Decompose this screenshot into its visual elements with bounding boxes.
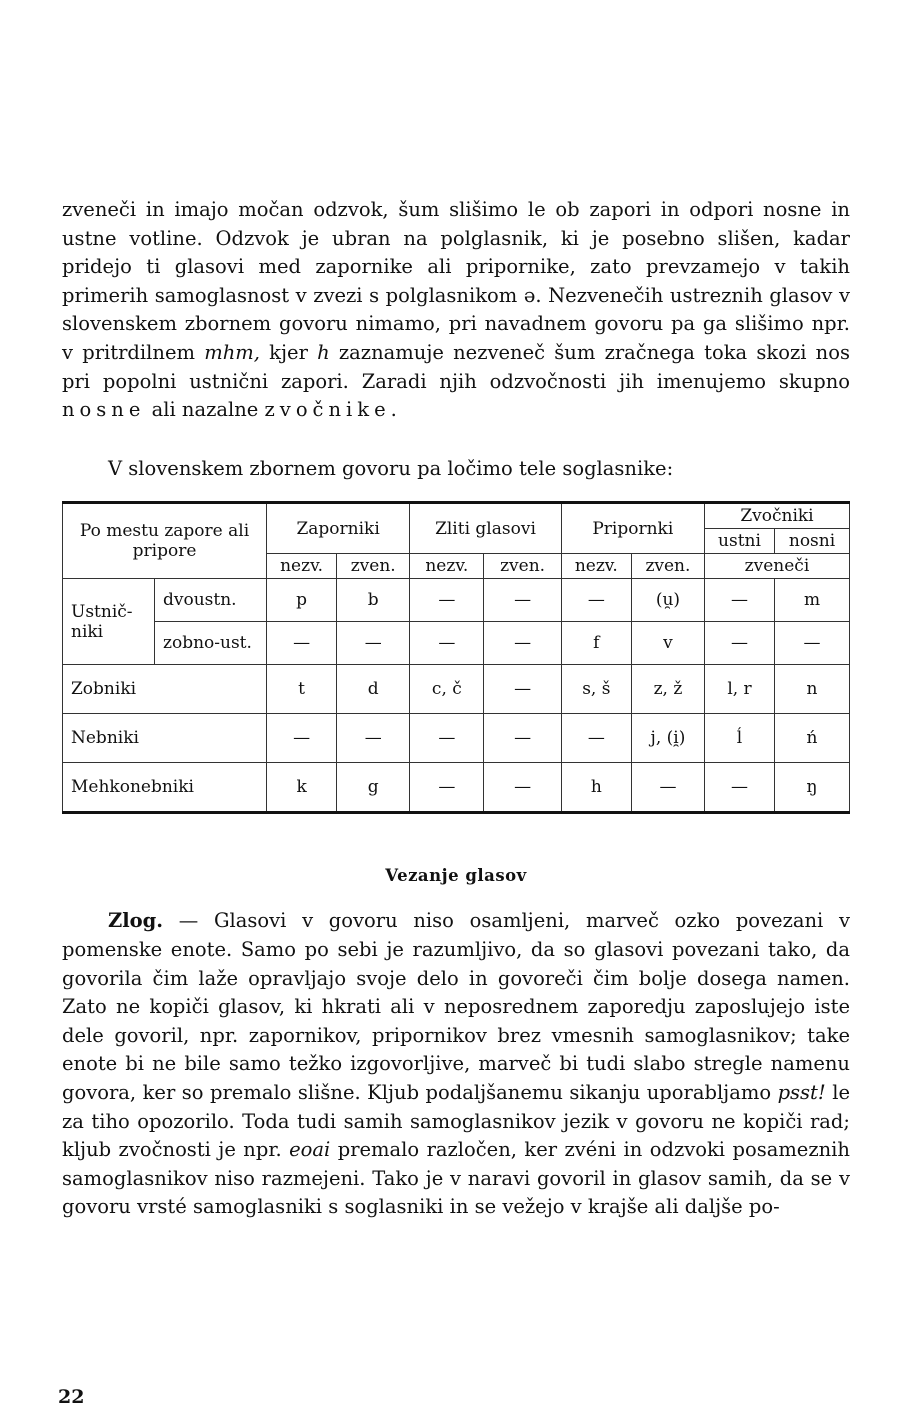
table-cell: ń (775, 714, 850, 763)
table-cell: h (561, 763, 631, 813)
table-cell: c, č (410, 665, 484, 714)
header-zven: zven. (337, 554, 410, 579)
header-nezv: nezv. (561, 554, 631, 579)
table-cell: — (484, 714, 561, 763)
table-cell: b (337, 579, 410, 622)
table-row (63, 714, 850, 763)
table-cell: — (561, 579, 631, 622)
table-cell: (u̯) (631, 579, 704, 622)
table-cell: s, š (561, 665, 631, 714)
table-cell: ĺ (704, 714, 774, 763)
header-nezv: nezv. (410, 554, 484, 579)
table-cell: v (631, 622, 704, 665)
header-zveneci: zveneči (704, 554, 849, 579)
term-zvocnike: zvočnike. (264, 398, 402, 422)
table-cell: — (631, 763, 704, 813)
row-label: Mehkonebniki (63, 763, 267, 813)
paragraph-1: zveneči in imajo močan odzvok, šum slišimo le ob zapori in odpori nosne in ustne votline. Odzvok je ubran na polglasnik, ki je posebno slišen, kadar pridejo ti glasovi med zapornike ali pripornike, zato prevzamejo v takih primerih samoglasnost v zvezi s polglasnikom ə. Nezvenečih ustreznih glasov v slovenskem zbornem govoru nimamo, pri navadnem govoru pa ga slišimo npr. v pritrdilnem mhm, kjer h zaznamuje nezveneč šum zračnega toka skozi nos pri popolni ustnični zapori. Zaradi njih odzvočnosti jih imenujemo skupno nosne ali nazalne zvočnike. (62, 198, 850, 422)
paragraph-lead: Zlog. (108, 909, 164, 933)
table-row (63, 665, 850, 714)
row-sub-label: dvoustn. (155, 579, 267, 622)
table-cell: — (337, 714, 410, 763)
header-zaporniki: Zaporniki (267, 503, 410, 554)
table-cell: t (267, 665, 337, 714)
table-row (63, 763, 850, 813)
table-intro: V slovenskem zbornem govoru pa ločimo tele soglasnike: (108, 456, 674, 480)
term-nosne: nosne (62, 398, 146, 422)
table-cell: — (484, 763, 561, 813)
row-sub-label: zobno-ust. (155, 622, 267, 665)
table-cell: — (267, 714, 337, 763)
table-cell: ŋ (775, 763, 850, 813)
header-zvocniki: Zvočniki (704, 503, 849, 529)
section-heading: Vezanje glasov (385, 866, 527, 886)
table-cell: — (410, 714, 484, 763)
header-zliti: Zliti glasovi (410, 503, 561, 554)
table-cell: — (704, 763, 774, 813)
table-cell: — (410, 622, 484, 665)
table-cell: — (704, 579, 774, 622)
page-content (62, 196, 850, 1222)
header-zven: zven. (631, 554, 704, 579)
header-ustni: ustni (704, 529, 774, 554)
paragraph-2: Zlog. — Glasovi v govoru niso osamljeni, marveč ozko povezani v pomenske enote. Samo po sebi je razumljivo, da so glasovi povezani tako, da govorila čim laže opravljajo svoje delo in govoreči čim bolje dosega namen. Zato ne kopiči glasov, ki hkrati ali v neposrednem zaporedju zaposlujejo iste dele govoril, npr. zapornikov, pripornikov brez vmesnih samoglasnikov; take enote bi ne bile samo težko izgovorljive, marveč bi tudi slabo stregle namenu govora, ker so premalo slišne. Kljub podaljšanemu sikanju uporabljamo psst! le za tiho opozorilo. Toda tudi samih samoglasnikov jezik v govoru ne kopiči rad; kljub zvočnosti je npr. eoai premalo razločen, ker zvéni in odzvoki posameznih samoglasnikov niso razmejeni. Tako je v naravi govoril in glasov samih, da se v govoru vrsté samoglasniki s soglasniki in se vežejo v krajše ali daljše po- (62, 909, 850, 1219)
row-label: Zobniki (63, 665, 267, 714)
table-cell: z, ž (631, 665, 704, 714)
table-cell: d (337, 665, 410, 714)
table-cell: g (337, 763, 410, 813)
table-cell: — (484, 579, 561, 622)
table-cell: — (704, 622, 774, 665)
header-priporniki: Pripornki (561, 503, 704, 554)
table-cell: — (484, 622, 561, 665)
table-cell: l, r (704, 665, 774, 714)
table-cell: j, (i̯) (631, 714, 704, 763)
table-cell: — (484, 665, 561, 714)
header-nezv: nezv. (267, 554, 337, 579)
table-cell: m (775, 579, 850, 622)
table-cell: k (267, 763, 337, 813)
consonant-table (62, 501, 850, 814)
table-cell: — (561, 714, 631, 763)
header-zven: zven. (484, 554, 561, 579)
header-place: Po mestu zapore ali pripore (63, 503, 267, 579)
table-cell: n (775, 665, 850, 714)
table-cell: — (410, 579, 484, 622)
table-cell: — (267, 622, 337, 665)
table-cell: p (267, 579, 337, 622)
table-cell: f (561, 622, 631, 665)
table-cell: — (410, 763, 484, 813)
table-row (63, 579, 850, 622)
table-cell: — (775, 622, 850, 665)
header-nosni: nosni (775, 529, 850, 554)
row-label: Nebniki (63, 714, 267, 763)
table-cell: — (337, 622, 410, 665)
group-ustnicniki: Ustnič-niki (63, 579, 155, 665)
table-row (63, 622, 850, 665)
page-number: 22 (58, 1386, 85, 1408)
